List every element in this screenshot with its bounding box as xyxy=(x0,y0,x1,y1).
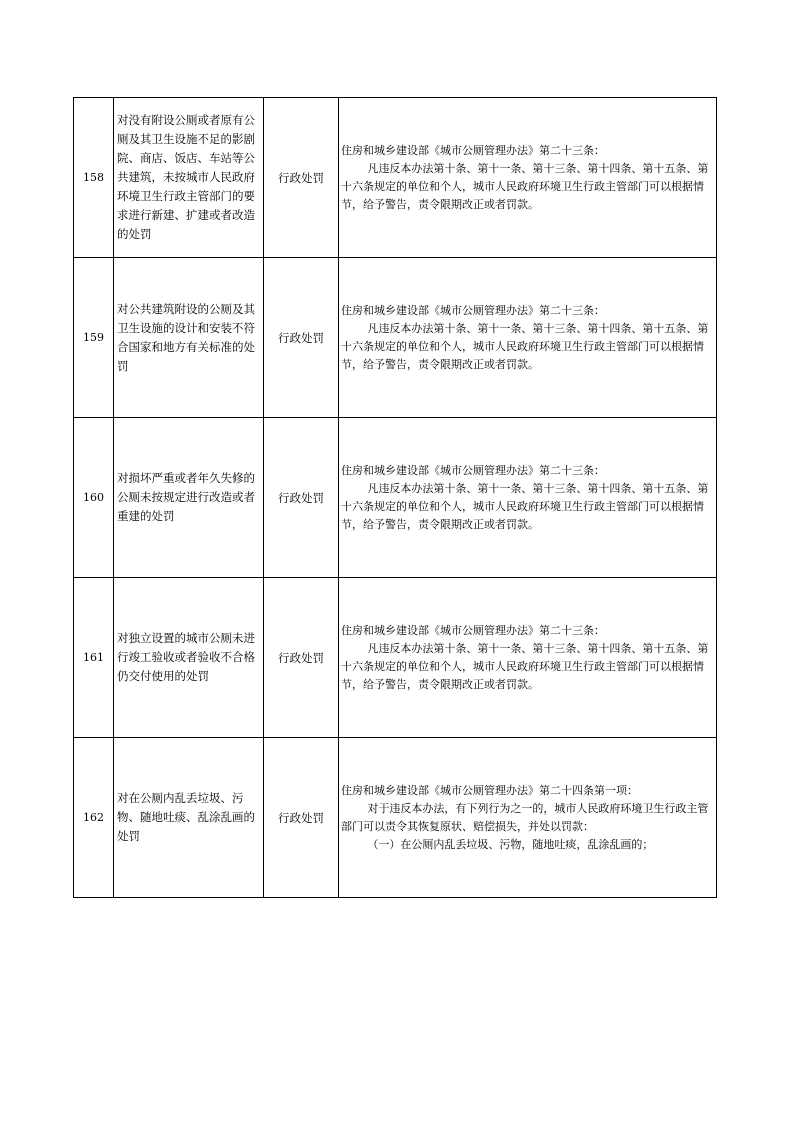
table-row xyxy=(74,738,717,898)
basis-source: 住房和城乡建设部《城市公厕管理办法》第二十三条： xyxy=(341,303,605,317)
legal-basis xyxy=(339,98,717,258)
item-name: 对公共建筑附设的公厕及其卫生设施的设计和安装不符合国家和地方有关标准的处罚 xyxy=(114,258,264,418)
basis-body: 凡违反本办法第十条、第十一条、第十三条、第十四条、第十五条、第十六条规定的单位和个人，城市人民政府环境卫生行政主管部门可以根据情节，给予警告，责令限期改正或者罚款。 xyxy=(341,481,709,531)
basis-body: 对于违反本办法，有下列行为之一的，城市人民政府环境卫生行政主管部门可以责令其恢复原状、赔偿损失，并处以罚款： xyxy=(341,801,709,833)
table-row xyxy=(74,98,717,258)
row-number: 162 xyxy=(74,738,114,898)
basis-source: 住房和城乡建设部《城市公厕管理办法》第二十三条： xyxy=(341,463,605,477)
basis-body: 凡违反本办法第十条、第十一条、第十三条、第十四条、第十五条、第十六条规定的单位和个人，城市人民政府环境卫生行政主管部门可以根据情节，给予警告，责令限期改正或者罚款。 xyxy=(341,641,709,691)
table-row xyxy=(74,258,717,418)
row-number: 161 xyxy=(74,578,114,738)
legal-basis xyxy=(339,258,717,418)
table-row xyxy=(74,418,717,578)
basis-body: 凡违反本办法第十条、第十一条、第十三条、第十四条、第十五条、第十六条规定的单位和个人，城市人民政府环境卫生行政主管部门可以根据情节，给予警告，责令限期改正或者罚款。 xyxy=(341,161,709,211)
basis-clause: （一）在公厕内乱丢垃圾、污物，随地吐痰，乱涂乱画的； xyxy=(367,837,654,851)
item-name: 对损坏严重或者年久失修的公厕未按规定进行改造或者重建的处罚 xyxy=(114,418,264,578)
penalty-type: 行政处罚 xyxy=(264,578,339,738)
row-number: 160 xyxy=(74,418,114,578)
table-row xyxy=(74,578,717,738)
penalty-type: 行政处罚 xyxy=(264,98,339,258)
item-name: 对独立设置的城市公厕未进行竣工验收或者验收不合格仍交付使用的处罚 xyxy=(114,578,264,738)
penalty-type: 行政处罚 xyxy=(264,738,339,898)
penalty-type: 行政处罚 xyxy=(264,418,339,578)
row-number: 158 xyxy=(74,98,114,258)
penalty-type: 行政处罚 xyxy=(264,258,339,418)
legal-basis xyxy=(339,418,717,578)
table-body xyxy=(74,98,717,898)
basis-source: 住房和城乡建设部《城市公厕管理办法》第二十三条： xyxy=(341,623,605,637)
penalty-items-table xyxy=(73,97,717,898)
row-number: 159 xyxy=(74,258,114,418)
item-name: 对在公厕内乱丢垃圾、污物、随地吐痰、乱涂乱画的处罚 xyxy=(114,738,264,898)
legal-basis xyxy=(339,738,717,898)
legal-basis xyxy=(339,578,717,738)
basis-body: 凡违反本办法第十条、第十一条、第十三条、第十四条、第十五条、第十六条规定的单位和个人，城市人民政府环境卫生行政主管部门可以根据情节，给予警告，责令限期改正或者罚款。 xyxy=(341,321,709,371)
item-name: 对没有附设公厕或者原有公厕及其卫生设施不足的影剧院、商店、饭店、车站等公共建筑，未按城市人民政府环境卫生行政主管部门的要求进行新建、扩建或者改造的处罚 xyxy=(114,98,264,258)
basis-source: 住房和城乡建设部《城市公厕管理办法》第二十三条： xyxy=(341,143,605,157)
basis-source: 住房和城乡建设部《城市公厕管理办法》第二十四条第一项： xyxy=(341,783,638,797)
